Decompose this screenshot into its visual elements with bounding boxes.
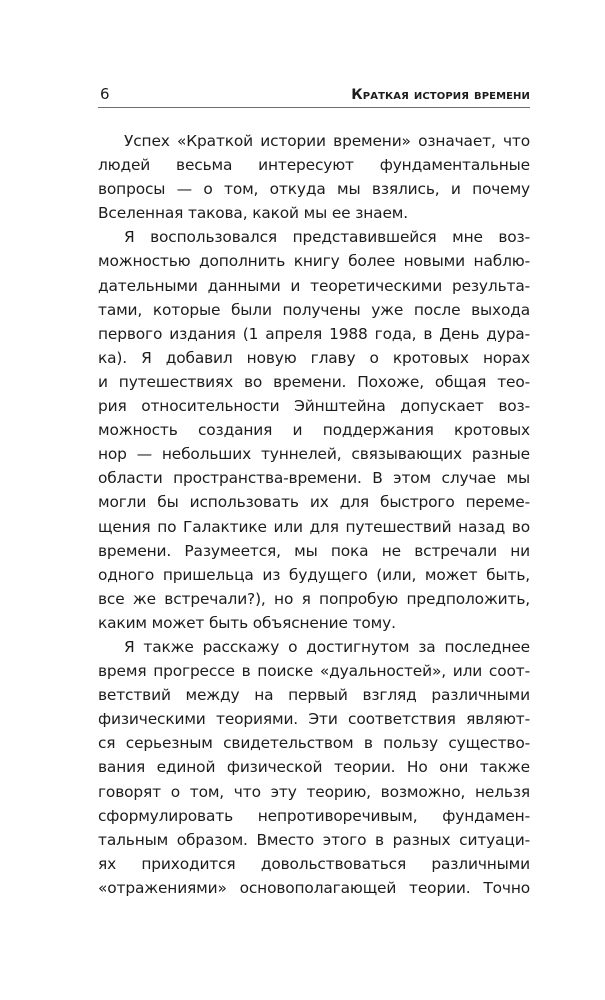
paragraph-3 bbox=[98, 635, 530, 900]
text-line: ка). Я добавил новую главу о кротовых норах bbox=[98, 348, 530, 367]
text-line: сформулировать непротиворечивым, фундамен- bbox=[98, 806, 530, 825]
text-line: одного пришельца из будущего (или, может быть, bbox=[98, 565, 530, 584]
text-line: говорят о том, что эту теорию, возможно, нельзя bbox=[98, 782, 530, 801]
text-line: области пространства-времени. В этом случае мы bbox=[98, 469, 530, 488]
text-line: людей весьма интересуют фундаментальные bbox=[98, 156, 530, 175]
text-line: тами, которые были получены уже после выхода bbox=[98, 300, 530, 319]
text-line: «отражениями» основополагающей теории. Точно bbox=[98, 878, 530, 897]
text-line: нор — небольших туннелей, связывающих разные bbox=[98, 445, 530, 464]
text-line: тальным образом. Вместо этого в разных ситуаци- bbox=[98, 830, 530, 849]
text-line: дательными данными и теоретическими результа- bbox=[98, 276, 530, 295]
text-line: ветствий между на первый взгляд различными bbox=[98, 686, 530, 705]
page-header bbox=[98, 84, 530, 106]
text-line: вания единой физической теории. Но они также bbox=[98, 758, 530, 777]
text-line: можность создания и поддержания кротовых bbox=[98, 421, 530, 440]
text-line: все же встречали?), но я попробую предположить, bbox=[98, 589, 530, 608]
text-line: ях приходится довольствоваться различными bbox=[98, 854, 530, 873]
text-line: вопросы — о том, откуда мы взялись, и почему bbox=[98, 180, 530, 199]
text-line: первого издания (1 апреля 1988 года, в День дура- bbox=[98, 324, 530, 343]
header-rule bbox=[98, 107, 530, 108]
page-number: 6 bbox=[100, 85, 110, 103]
running-title: Краткая история времени bbox=[351, 87, 530, 103]
paragraph-1 bbox=[98, 129, 530, 225]
text-line: время прогрессе в поиске «дуальностей», или соот- bbox=[98, 662, 530, 681]
text-line: щения по Галактике или для путешествий назад во bbox=[98, 517, 530, 536]
text-line: ся серьезным свидетельством в пользу существо- bbox=[98, 734, 530, 753]
text-line: Успех «Краткой истории времени» означает, что bbox=[124, 132, 530, 150]
text-line: могли бы использовать их для быстрого переме- bbox=[98, 493, 530, 512]
text-line: физическими теориями. Эти соответствия являют- bbox=[98, 710, 530, 729]
text-line: каким может быть объяснение тому. bbox=[98, 613, 396, 632]
paragraph-2 bbox=[98, 225, 530, 635]
text-line: Я также расскажу о достигнутом за последнее bbox=[124, 637, 530, 656]
text-line: можностью дополнить книгу более новыми наблю- bbox=[98, 252, 530, 271]
text-line: и путешествиях во времени. Похоже, общая тео- bbox=[98, 372, 530, 391]
body-text bbox=[98, 129, 530, 900]
text-line: Я воспользовался представившейся мне воз- bbox=[124, 228, 530, 247]
text-line: рия относительности Эйнштейна допускает воз- bbox=[98, 397, 530, 416]
text-line: времени. Разумеется, мы пока не встречали ни bbox=[98, 541, 530, 560]
text-line: Вселенная такова, какой мы ее знаем. bbox=[98, 204, 408, 223]
